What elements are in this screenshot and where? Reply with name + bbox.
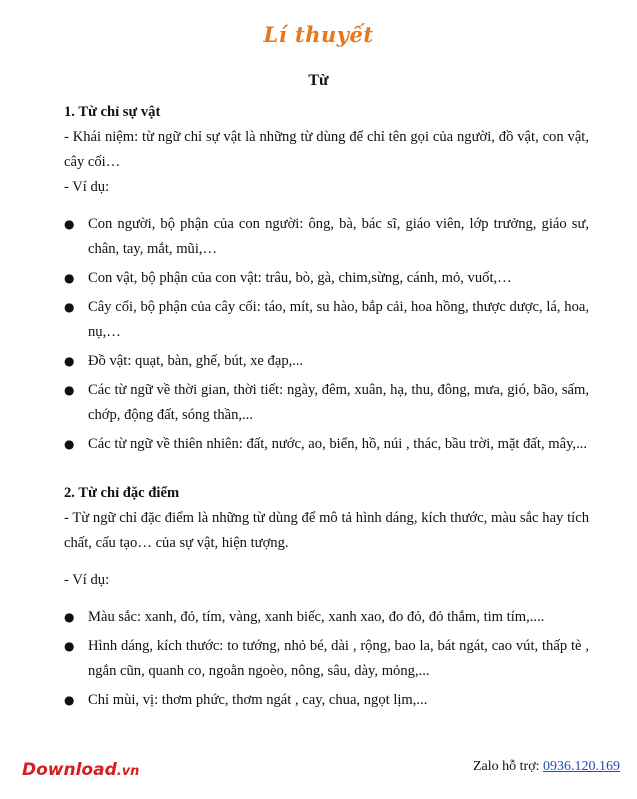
support-info bbox=[473, 759, 620, 775]
section1-definition: - Khái niệm: từ ngữ chỉ sự vật là những từ dùng để chỉ tên gọi của người, đồ vật, con vật, cây cối… bbox=[64, 129, 589, 170]
list-item: ● Hình dáng, kích thước: to tướng, nhỏ bé, dài , rộng, bao la, bát ngát, cao vút, thấp tè , ngắn cũn, quanh co, ngoằn ngoèo, nông, sâu, dày, mỏng,... bbox=[64, 634, 589, 684]
document-body bbox=[64, 100, 589, 717]
list-item: ● Các từ ngữ về thiên nhiên: đất, nước, ao, biển, hồ, núi , thác, bầu trời, mặt đất, mây,... bbox=[64, 432, 589, 457]
list-item: ● Chỉ mùi, vị: thơm phức, thơm ngát , cay, chua, ngọt lịm,... bbox=[64, 688, 589, 713]
download-logo[interactable] bbox=[22, 760, 139, 780]
list-item: ● Con vật, bộ phận của con vật: trâu, bò, gà, chim,sừng, cánh, mỏ, vuốt,… bbox=[64, 266, 589, 291]
list-item: ● Con người, bộ phận của con người: ông, bà, bác sĩ, giáo viên, lớp trưởng, giáo sư, chân, tay, mắt, mũi,… bbox=[64, 212, 589, 262]
section2-example-label: - Ví dụ: bbox=[64, 572, 110, 588]
section1-heading: 1. Từ chỉ sự vật bbox=[64, 104, 161, 120]
section2-heading: 2. Từ chỉ đặc điểm bbox=[64, 485, 180, 501]
section2-list bbox=[64, 605, 589, 713]
support-phone-link[interactable]: 0936.120.169 bbox=[543, 759, 620, 774]
section2-definition: - Từ ngữ chỉ đặc điểm là những từ dùng để mô tả hình dáng, kích thước, màu sắc hay tích chất, cấu tạo… của sự vật, hiện tượng. bbox=[64, 510, 589, 551]
list-item: ● Cây cối, bộ phận của cây cối: táo, mít, su hào, bắp cải, hoa hồng, thược dược, lá, hoa, nụ,… bbox=[64, 295, 589, 345]
page-subtitle: Từ bbox=[308, 72, 329, 89]
list-item: ● Đồ vật: quạt, bàn, ghế, bút, xe đạp,... bbox=[64, 349, 589, 374]
logo-text: Download bbox=[22, 760, 117, 780]
logo-suffix: .vn bbox=[116, 764, 140, 779]
section1-example-label: - Ví dụ: bbox=[64, 179, 110, 195]
list-item: ● Màu sắc: xanh, đỏ, tím, vàng, xanh biếc, xanh xao, đo đỏ, đỏ thắm, tim tím,.... bbox=[64, 605, 589, 630]
list-item: ● Các từ ngữ về thời gian, thời tiết: ngày, đêm, xuân, hạ, thu, đông, mưa, gió, bão, sấm, chớp, động đất, sóng thần,... bbox=[64, 378, 589, 428]
support-label: Zalo hỗ trợ: bbox=[473, 759, 543, 774]
page-title: Lí thuyết bbox=[263, 22, 374, 47]
section1-list bbox=[64, 212, 589, 457]
